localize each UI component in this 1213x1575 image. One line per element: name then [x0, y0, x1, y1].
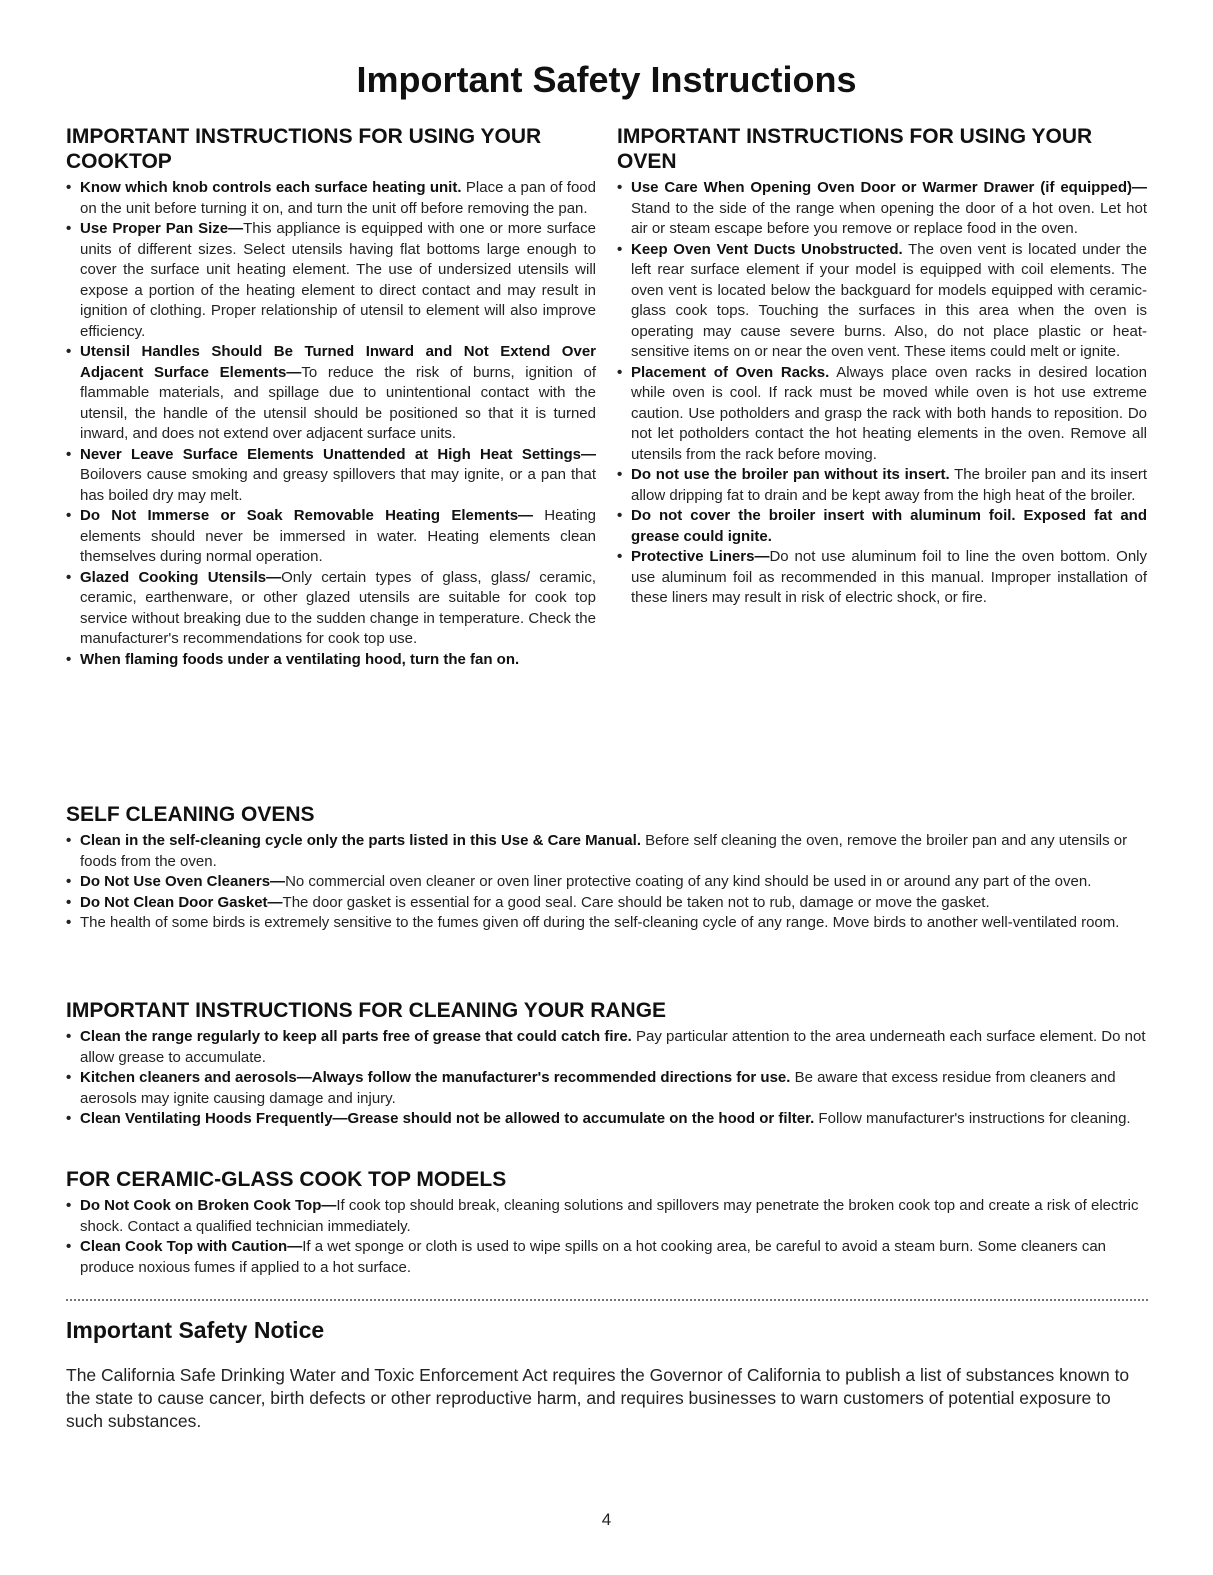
cooktop-list [66, 178, 596, 670]
item-text: To reduce the risk of burns, ignition of flammable materials, and spillage due to unintentional contact with the utensil, the handle of the utensil should be positioned so that it is turned inward, and does not extend over adjacent surface units. [80, 363, 596, 442]
item-text: The broiler pan and its insert allow dripping fat to drain and be kept away from the high heat of the broiler. [631, 466, 1148, 504]
item-text: Pay particular attention to the area underneath each surface element. Do not allow grease to accumulate. [80, 1028, 1146, 1066]
item-lead: Kitchen cleaners and aerosols—Always follow the manufacturer's recommended directions for use. [80, 1069, 791, 1086]
ceramic-heading: FOR CERAMIC-GLASS COOK TOP MODELS [66, 1168, 507, 1191]
notice-body: The California Safe Drinking Water and Toxic Enforcement Act requires the Governor of California to publish a list of substances known to the state to cause cancer, birth defects or other reproductive harm, and requires businesses to warn customers of potential exposure to such substances. [66, 1365, 1130, 1431]
list-item [66, 893, 1148, 914]
item-text: The oven vent is located under the left rear surface element if your model is equipped with coil elements. The oven vent is located below the backguard for models equipped with ceramic-glass cook tops. Touching the surfaces in this area when the oven is operating may cause severe burns. Also, do not place plastic or heat-sensitive items on or near the oven vent. These items could melt or ignite. [631, 240, 1148, 360]
list-item [66, 342, 596, 445]
item-text: Boilovers cause smoking and greasy spillovers that may ignite, or a pan that has boiled dry may melt. [80, 466, 596, 504]
bullet-icon: • [66, 445, 72, 463]
list-item [66, 445, 596, 507]
oven-list [617, 178, 1147, 609]
list-item [617, 363, 1147, 466]
bullet-icon: • [66, 343, 72, 360]
item-lead: When flaming foods under a ventilating hood, turn the fan on. [80, 650, 520, 668]
oven-heading: IMPORTANT INSTRUCTIONS FOR USING YOUR OVEN [617, 125, 1093, 173]
list-item [617, 240, 1147, 363]
bullet-icon: • [66, 914, 72, 931]
item-lead: Use Proper Pan Size— [80, 220, 244, 237]
item-lead: Do Not Use Oven Cleaners— [80, 873, 286, 890]
ceramic-list [66, 1196, 1148, 1278]
page-number: 4 [601, 1510, 612, 1529]
item-lead: Never Leave Surface Elements Unattended at High Heat Settings— [80, 445, 596, 463]
item-lead: Do Not Cook on Broken Cook Top— [80, 1197, 337, 1214]
bullet-icon: • [66, 893, 72, 911]
item-lead: Utensil Handles Should Be Turned Inward and Not Extend Over Adjacent Surface Elements— [80, 343, 596, 381]
item-text: Stand to the side of the range when opening the door of a hot oven. Let hot air or steam escape before you remove or replace food in the oven. [631, 199, 1147, 237]
bullet-icon: • [66, 1028, 72, 1045]
list-item [66, 1068, 1148, 1109]
list-item [66, 178, 596, 219]
bullet-icon: • [66, 1069, 72, 1086]
cleaning-heading: IMPORTANT INSTRUCTIONS FOR CLEANING YOUR RANGE [66, 999, 667, 1022]
item-lead: Clean the range regularly to keep all parts free of grease that could catch fire. [80, 1028, 632, 1045]
bullet-icon: • [617, 466, 623, 483]
item-lead: Placement of Oven Racks. [631, 363, 830, 381]
list-item [617, 178, 1147, 240]
self-cleaning-list [66, 831, 1148, 934]
cleaning-section [66, 998, 1148, 1130]
list-item [66, 219, 596, 342]
ceramic-section [66, 1167, 1148, 1278]
bullet-icon: • [617, 507, 623, 524]
item-lead: Clean Cook Top with Caution— [80, 1238, 303, 1255]
item-text: Only certain types of glass, glass/ ceramic, ceramic, earthenware, or other glazed utensils are suitable for cook top service without breaking due to the sudden change in temperature. Check the manufacturer's recommendations for cook top use. [80, 568, 596, 647]
item-text: Do not use aluminum foil to line the oven bottom. Only use aluminum foil as recommended in this manual. Improper installation of these liners may result in risk of electric shock, or fire. [631, 548, 1147, 606]
item-lead: Use Care When Opening Oven Door or Warmer Drawer (if equipped)— [631, 179, 1147, 196]
item-lead: Do not cover the broiler insert with aluminum foil. Exposed fat and grease could ignite. [631, 507, 1147, 545]
list-item [66, 872, 1148, 893]
bullet-icon: • [617, 240, 623, 258]
list-item [66, 506, 596, 568]
item-lead: Protective Liners— [631, 548, 770, 565]
oven-section [617, 124, 1147, 609]
bullet-icon: • [66, 568, 72, 586]
list-item [66, 831, 1148, 872]
item-text: The door gasket is essential for a good seal. Care should be taken not to rub, damage or move the gasket. [282, 893, 990, 911]
item-lead: Do not use the broiler pan without its insert. [631, 466, 950, 483]
bullet-icon: • [66, 220, 72, 237]
list-item [617, 547, 1147, 609]
item-text: Be aware that excess residue from cleaners and aerosols may ignite causing damage and injury. [80, 1069, 1116, 1107]
item-lead: Clean in the self-cleaning cycle only the parts listed in this Use & Care Manual. [80, 832, 641, 849]
cleaning-list [66, 1027, 1148, 1130]
item-lead: Do Not Clean Door Gasket— [80, 893, 283, 911]
list-item [66, 650, 596, 671]
list-item [617, 465, 1147, 506]
item-lead: Keep Oven Vent Ducts Unobstructed. [631, 240, 903, 258]
self-cleaning-heading: SELF CLEANING OVENS [66, 803, 315, 826]
bullet-icon: • [66, 873, 72, 890]
list-item [66, 568, 596, 650]
cooktop-heading: IMPORTANT INSTRUCTIONS FOR USING YOUR COOKTOP [66, 125, 542, 173]
bullet-icon: • [617, 363, 623, 381]
item-text: Place a pan of food on the unit before turning it on, and turn the unit off before removing the pan. [80, 179, 596, 217]
cooktop-section [66, 124, 596, 670]
list-item [66, 1109, 1148, 1130]
list-item [66, 913, 1148, 934]
bullet-icon: • [66, 1238, 72, 1255]
notice-heading: Important Safety Notice [66, 1317, 325, 1343]
item-text: No commercial oven cleaner or oven liner protective coating of any kind should be used in or around any part of the oven. [285, 873, 1092, 890]
bullet-icon: • [66, 832, 72, 849]
self-cleaning-section [66, 802, 1148, 934]
list-item [66, 1196, 1148, 1237]
item-lead: Know which knob controls each surface heating unit. [80, 179, 462, 196]
list-item [66, 1027, 1148, 1068]
bullet-icon: • [66, 1197, 72, 1214]
item-lead: Clean Ventilating Hoods Frequently—Grease should not be allowed to accumulate on the hood or filter. [80, 1110, 815, 1127]
dotted-divider [66, 1299, 1148, 1301]
bullet-icon: • [66, 179, 72, 196]
bullet-icon: • [66, 1110, 72, 1127]
bullet-icon: • [617, 179, 623, 196]
item-lead: Glazed Cooking Utensils— [80, 568, 282, 586]
item-text: This appliance is equipped with one or more surface units of different sizes. Select utensils having flat bottoms large enough to cover the surface unit heating element. The use of undersized utensils will expose a portion of the heating element to direct contact and may result in ignition of clothing. Proper relationship of utensil to element will also improve efficiency. [80, 220, 596, 340]
bullet-icon: • [66, 507, 72, 524]
list-item [617, 506, 1147, 547]
item-text: Always place oven racks in desired location while oven is cool. If rack must be moved while oven is hot use extreme caution. Use potholders and grasp the rack with both hands to reposition. Do not let potholders contact the hot heating elements in the oven. Remove all utensils from the rack before moving. [631, 363, 1147, 463]
item-text: Follow manufacturer's instructions for cleaning. [814, 1110, 1131, 1127]
bullet-icon: • [66, 650, 72, 668]
item-text: Before self cleaning the oven, remove the broiler pan and any utensils or foods from the oven. [80, 832, 1128, 870]
page-title: Important Safety Instructions [356, 59, 857, 100]
item-text: The health of some birds is extremely sensitive to the fumes given off during the self-cleaning cycle of any range. Move birds to another well-ventilated room. [80, 914, 1120, 931]
item-lead: Do Not Immerse or Soak Removable Heating Elements— [80, 507, 534, 524]
item-text: If a wet sponge or cloth is used to wipe spills on a hot cooking area, be careful to avoid a steam burn. Some cleaners can produce noxious fumes if applied to a hot surface. [80, 1238, 1107, 1276]
item-text: If cook top should break, cleaning solutions and spillovers may penetrate the broken cook top and create a risk of electric shock. Contact a qualified technician immediately. [80, 1197, 1139, 1235]
list-item [66, 1237, 1148, 1278]
item-text: Heating elements should never be immersed in water. Heating elements clean themselves during normal operation. [80, 507, 596, 565]
bullet-icon: • [617, 548, 623, 565]
